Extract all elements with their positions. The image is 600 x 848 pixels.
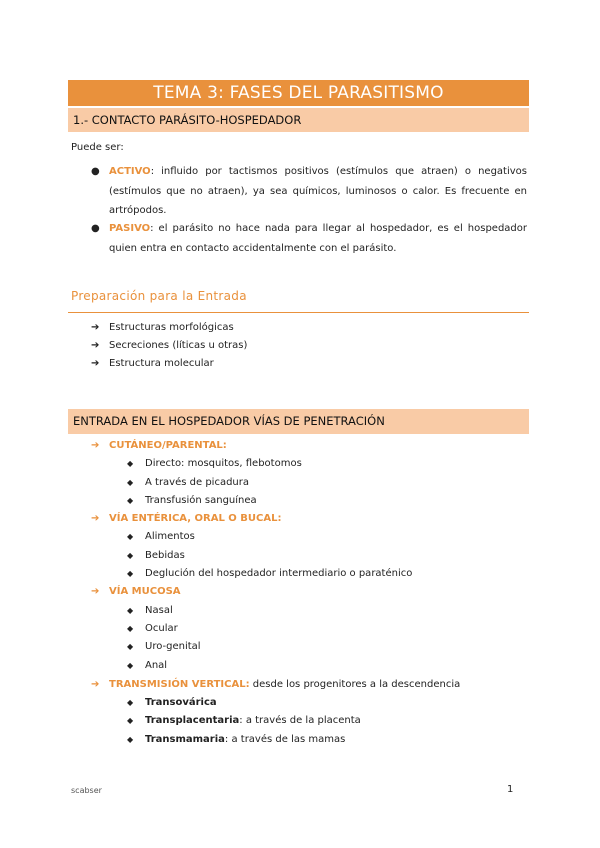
preparation-item-label: Secreciones (líticas u otras) bbox=[109, 340, 248, 351]
list-item-text: Ocular bbox=[145, 623, 178, 634]
bullet-dot-icon: ● bbox=[91, 223, 100, 234]
category-enterica bbox=[91, 510, 281, 528]
page-number: 1 bbox=[507, 784, 514, 795]
list-item bbox=[127, 602, 173, 620]
list-item bbox=[127, 547, 185, 565]
list-item-text: Transfusión sanguínea bbox=[145, 495, 257, 506]
arrow-right-icon: ➔ bbox=[91, 340, 100, 351]
category-cutaneo bbox=[91, 437, 227, 455]
diamond-bullet-icon: ◆ bbox=[127, 606, 134, 615]
list-item bbox=[127, 638, 201, 656]
arrow-right-icon: ➔ bbox=[91, 679, 100, 690]
category-transmision-vertical bbox=[91, 676, 460, 694]
list-item-bold: Transplacentaria bbox=[145, 715, 240, 726]
arrow-right-icon: ➔ bbox=[91, 440, 100, 451]
diamond-bullet-icon: ◆ bbox=[127, 478, 134, 487]
list-item-text: Bebidas bbox=[145, 550, 185, 561]
diamond-bullet-icon: ◆ bbox=[127, 624, 134, 633]
bullet-dot-icon: ● bbox=[91, 166, 100, 177]
diamond-bullet-icon: ◆ bbox=[127, 735, 134, 744]
diamond-bullet-icon: ◆ bbox=[127, 716, 134, 725]
arrow-right-icon: ➔ bbox=[91, 586, 100, 597]
section-heading-entry: ENTRADA EN EL HOSPEDADOR VÍAS DE PENETRACIÓN bbox=[68, 409, 529, 434]
category-label: VÍA MUCOSA bbox=[109, 586, 181, 597]
preparation-item bbox=[91, 337, 247, 355]
footer-author: scabser bbox=[71, 786, 102, 795]
category-label: VÍA ENTÉRICA, ORAL O BUCAL: bbox=[109, 513, 282, 524]
diamond-bullet-icon: ◆ bbox=[127, 459, 134, 468]
list-item bbox=[127, 474, 249, 492]
diamond-bullet-icon: ◆ bbox=[127, 551, 134, 560]
list-item bbox=[127, 528, 195, 546]
diamond-bullet-icon: ◆ bbox=[127, 642, 134, 651]
preparation-divider bbox=[68, 312, 529, 313]
list-item bbox=[127, 565, 412, 583]
list-item-text: Uro-genital bbox=[145, 641, 201, 652]
preparation-item-label: Estructura molecular bbox=[109, 358, 214, 369]
preparation-item-label: Estructuras morfológicas bbox=[109, 322, 234, 333]
category-suffix: desde los progenitores a la descendencia bbox=[249, 679, 461, 690]
bullet-activo bbox=[91, 162, 527, 221]
keyword-pasivo: PASIVO bbox=[109, 223, 151, 234]
activo-description: : influido por tactismos positivos (estímulos que atraen) o negativos (estímulos que no atraen), ya sea químicos, luminosos o calor. Es frecuente en artrópodos. bbox=[109, 166, 527, 216]
list-item bbox=[127, 455, 302, 473]
list-item-text: A través de picadura bbox=[145, 477, 249, 488]
list-item-text: Anal bbox=[145, 660, 168, 671]
list-item bbox=[127, 694, 217, 712]
diamond-bullet-icon: ◆ bbox=[127, 569, 134, 578]
diamond-bullet-icon: ◆ bbox=[127, 532, 134, 541]
list-item-text: Nasal bbox=[145, 605, 173, 616]
diamond-bullet-icon: ◆ bbox=[127, 661, 134, 670]
section-heading-contact: 1.- CONTACTO PARÁSITO-HOSPEDADOR bbox=[68, 108, 529, 132]
category-label: CUTÁNEO/PARENTAL: bbox=[109, 440, 227, 451]
preparation-item bbox=[91, 319, 234, 337]
intro-text: Puede ser: bbox=[71, 142, 124, 153]
bullet-pasivo bbox=[91, 219, 527, 258]
keyword-activo: ACTIVO bbox=[109, 166, 151, 177]
pasivo-description: : el parásito no hace nada para llegar al hospedador, es el hospedador quien entra en contacto accidentalmente con el parásito. bbox=[109, 223, 527, 254]
list-item-text: Deglución del hospedador intermediario o paraténico bbox=[145, 568, 413, 579]
list-item-text: Alimentos bbox=[145, 531, 195, 542]
preparation-heading: Preparación para la Entrada bbox=[71, 289, 247, 303]
list-item-bold: Transmamaria bbox=[145, 734, 225, 745]
preparation-item bbox=[91, 355, 214, 373]
diamond-bullet-icon: ◆ bbox=[127, 496, 134, 505]
list-item bbox=[127, 492, 257, 510]
diamond-bullet-icon: ◆ bbox=[127, 698, 134, 707]
list-item bbox=[127, 620, 178, 638]
list-item-text: : a través de las mamas bbox=[224, 734, 346, 745]
list-item-text: : a través de la placenta bbox=[239, 715, 361, 726]
arrow-right-icon: ➔ bbox=[91, 322, 100, 333]
list-item-bold: Transovárica bbox=[145, 697, 217, 708]
category-label: TRANSMISIÓN VERTICAL: bbox=[109, 679, 250, 690]
arrow-right-icon: ➔ bbox=[91, 513, 100, 524]
document-title: TEMA 3: FASES DEL PARASITISMO bbox=[68, 80, 529, 106]
category-mucosa bbox=[91, 583, 181, 601]
list-item bbox=[127, 657, 167, 675]
list-item bbox=[127, 731, 345, 749]
list-item bbox=[127, 712, 361, 730]
arrow-right-icon: ➔ bbox=[91, 358, 100, 369]
list-item-text: Directo: mosquitos, flebotomos bbox=[145, 458, 302, 469]
